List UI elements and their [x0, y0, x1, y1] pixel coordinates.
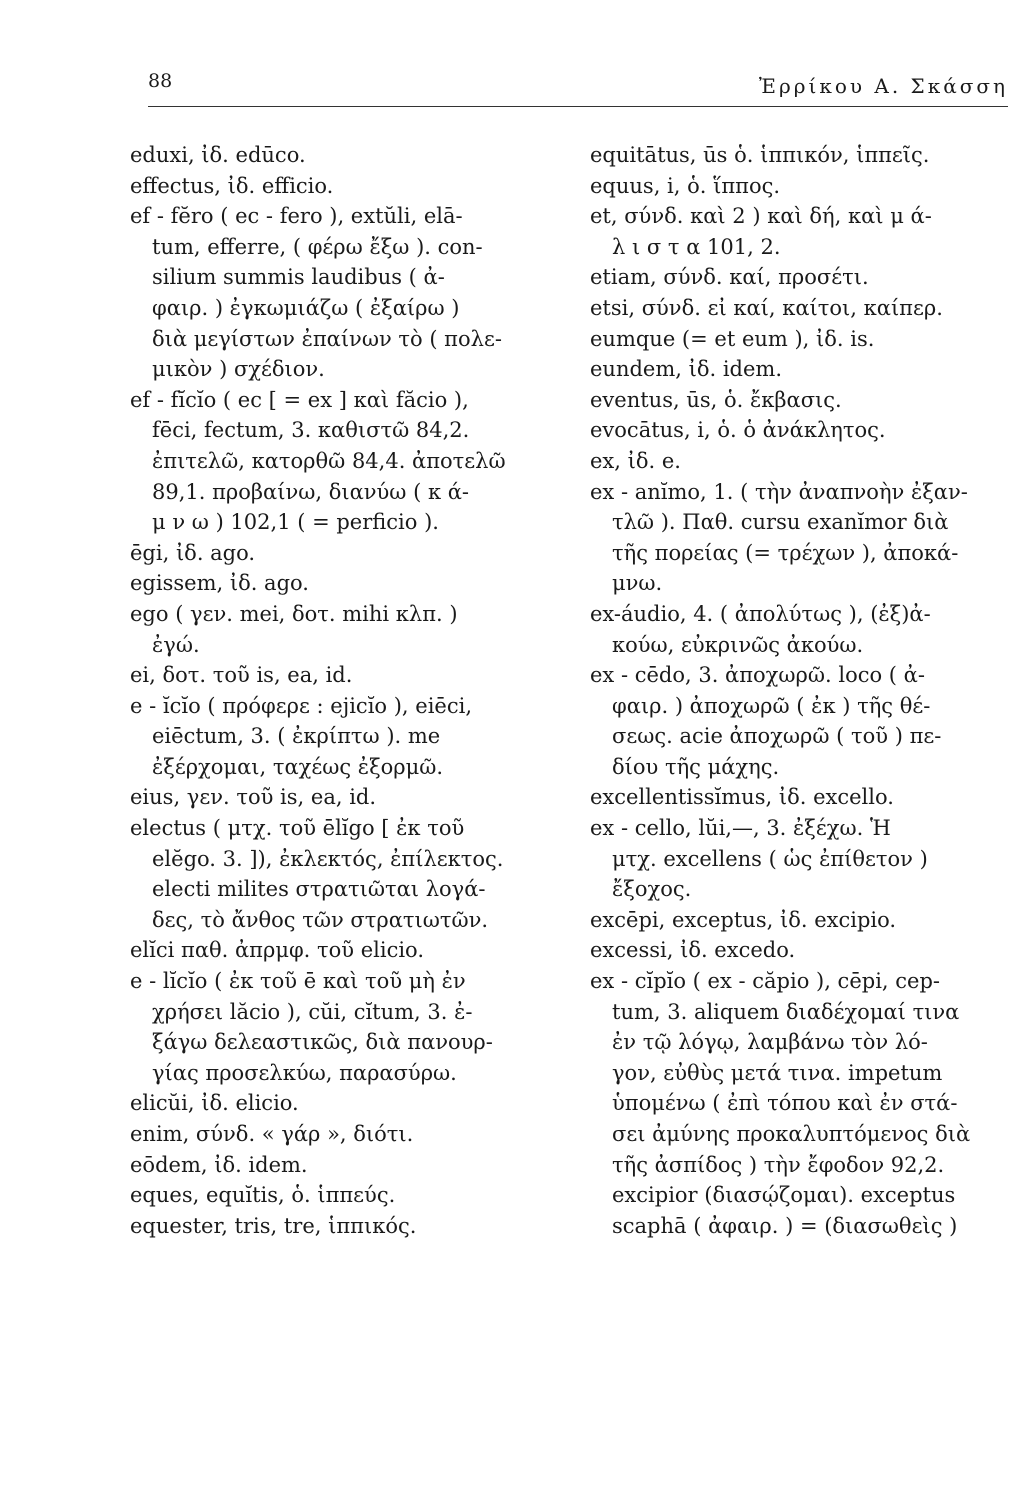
entry-line: electi milites στρατιῶται λογά- — [152, 877, 486, 902]
entry-line: tum, 3. aliquem διαδέχομαί τινα — [612, 999, 960, 1024]
entry-line: ef - fĕro ( ec - fero ), extŭli, elā- — [130, 204, 463, 229]
entry-line: ex - cello, lŭi,—, 3. ἐξέχω. Ἡ — [590, 816, 891, 841]
entry-line: 89,1. προβαίνω, διανύω ( κ ά- — [152, 479, 470, 504]
entry-line: equester, tris, tre, ἱππικός. — [130, 1213, 417, 1238]
entry-line: ego ( γεν. mei, δοτ. mihi κλπ. ) — [130, 601, 458, 626]
entry-line: enim, σύνδ. « γάρ », διότι. — [130, 1122, 414, 1146]
entry-line: eius, γεν. τοῦ is, ea, id. — [130, 785, 377, 810]
entry-line: σεως. acie ἀποχωρῶ ( τοῦ ) πε- — [612, 724, 942, 749]
entry-line: equitātus, ūs ὁ. ἱππικόν, ἱππεῖς. — [590, 143, 930, 167]
entry-line: eduxi, ἰδ. edūco. — [130, 143, 306, 167]
entry-line: ὑπομένω ( ἐπὶ τόπου καὶ ἐν στά- — [612, 1091, 958, 1116]
entry-line: elicŭi, ἰδ. elicio. — [130, 1091, 299, 1116]
entry-line: ex-áudio, 4. ( ἀπολύτως ), (ἐξ)ἀ- — [590, 601, 931, 626]
entry-line: evocātus, i, ὁ. ὁ ἀνάκλητος. — [590, 418, 886, 443]
entry-line: μτχ. excellens ( ὡς ἐπίθετον ) — [612, 846, 928, 871]
entry-line: μνω. — [612, 571, 663, 596]
entry-line: e - ĭcĭo ( πρόφερε : ejicĭo ), eiēci, — [130, 693, 472, 718]
running-head: Ἐρρίκου Α. Σκάσση — [758, 74, 1008, 98]
entry-line: γον, εὐθὺς μετά τινα. impetum — [612, 1060, 943, 1085]
entry-line: μ ν ω ) 102,1 ( = perficio ). — [152, 510, 439, 535]
entry-line: τῆς ἀσπίδος ) τὴν ἔφοδον 92,2. — [612, 1152, 945, 1177]
entry-line: ēgi, ἰδ. ago. — [130, 540, 256, 565]
entry-line: σει ἀμύνης προκαλυπτόμενος διὰ — [612, 1122, 971, 1146]
entry-line: φαιρ. ) ἀποχωρῶ ( ἐκ ) τῆς θέ- — [612, 693, 931, 718]
entry-line: ex - cĭpĭo ( ex - căpio ), cēpi, cep- — [590, 969, 940, 994]
entry-line: excellentissĭmus, ἰδ. excello. — [590, 785, 894, 810]
entry-line: ex - anĭmo, 1. ( τὴν ἀναπνοὴν ἐξαν- — [590, 479, 968, 504]
entry-line: et, σύνδ. καὶ 2 ) καὶ δή, καὶ μ ά- — [590, 204, 932, 229]
entry-line: eundem, ἰδ. idem. — [590, 357, 783, 382]
entry-line: excessi, ἰδ. excedo. — [590, 938, 796, 963]
entry-line: δες, τὸ ἄνθος τῶν στρατιωτῶν. — [152, 907, 489, 932]
entry-line: ef - fĭcĭo ( ec [ = ex ] καὶ făcio ), — [130, 387, 469, 412]
entry-line: equus, i, ὁ. ἵππος. — [590, 173, 781, 198]
entry-line: χρήσει lăcio ), cŭi, cĭtum, 3. ἐ- — [152, 999, 473, 1024]
entry-line: ex - cēdo, 3. ἀποχωρῶ. loco ( ἀ- — [590, 663, 925, 688]
entry-line: ξάγω δελεαστικῶς, διὰ πανουρ- — [152, 1030, 493, 1055]
entry-line: egissem, ἰδ. ago. — [130, 571, 309, 596]
entry-line: e - lĭcĭo ( ἐκ τοῦ ē καὶ τοῦ μὴ ἐν — [130, 969, 466, 994]
entry-line: effectus, ἰδ. efficio. — [130, 173, 334, 198]
entry-line: γίας προσελκύω, παρασύρω. — [152, 1060, 457, 1085]
entry-line: silium summis laudibus ( ἀ- — [152, 265, 445, 290]
entry-line: etsi, σύνδ. εἰ καί, καίτοι, καίπερ. — [590, 295, 943, 320]
entry-line: excipior (διασῴζομαι). exceptus — [612, 1183, 956, 1208]
entry-line: τλῶ ). Παθ. cursu exanĭmor διὰ — [612, 510, 949, 535]
entry-line: eōdem, ἰδ. idem. — [130, 1152, 308, 1177]
entry-line: etiam, σύνδ. καί, προσέτι. — [590, 265, 869, 290]
header-rule — [148, 106, 1008, 107]
entry-line: διὰ μεγίστων ἐπαίνων τὸ ( πολε- — [152, 326, 502, 351]
page-header — [148, 70, 1008, 110]
entry-line: eumque (= et eum ), ἰδ. is. — [590, 326, 875, 351]
entry-line: elĭci παθ. ἀπρμφ. τοῦ elicio. — [130, 938, 425, 963]
entry-line: elĕgo. 3. ]), ἐκλεκτός, ἐπίλεκτος. — [152, 846, 504, 871]
entry-line: electus ( μτχ. τοῦ ēlĭgo [ ἐκ τοῦ — [130, 816, 465, 841]
entry-line: λ ι σ τ α 101, 2. — [612, 234, 781, 259]
entry-line: ἐξέρχομαι, ταχέως ἐξορμῶ. — [152, 754, 444, 779]
entry-line: tum, efferre, ( φέρω ἔξω ). con- — [152, 234, 483, 259]
entry-line: ἐν τῷ λόγῳ, λαμβάνω τὸν λό- — [612, 1030, 928, 1055]
entry-line: eques, equĭtis, ὁ. ἱππεύς. — [130, 1183, 396, 1208]
entry-line: δίου τῆς μάχης. — [612, 754, 780, 779]
entry-line: excēpi, exceptus, ἰδ. excipio. — [590, 907, 897, 932]
entry-line: ἐγώ. — [152, 632, 200, 657]
entry-line: τῆς πορείας (= τρέχων ), ἀποκά- — [612, 540, 959, 565]
entry-line: fēci, fectum, 3. καθιστῶ 84,2. — [152, 418, 470, 443]
entry-line: eiēctum, 3. ( ἐκρίπτω ). me — [152, 724, 441, 749]
left-column — [130, 140, 560, 1241]
right-column — [590, 140, 1010, 1241]
entry-line: κούω, εὐκρινῶς ἀκούω. — [612, 632, 864, 657]
entry-line: ἐπιτελῶ, κατορθῶ 84,4. ἀποτελῶ — [152, 448, 506, 473]
page-number: 88 — [148, 70, 173, 92]
entry-line: φαιρ. ) ἐγκωμιάζω ( ἐξαίρω ) — [152, 295, 460, 320]
entry-line: ἔξοχος. — [612, 877, 692, 902]
entry-line: μικὸν ) σχέδιον. — [152, 357, 325, 382]
entry-line: eventus, ūs, ὁ. ἔκβασις. — [590, 387, 842, 412]
entry-line: ei, δοτ. τοῦ is, ea, id. — [130, 663, 353, 688]
entry-line: scaphā ( ἀφαιρ. ) = (διασωθεὶς ) — [612, 1213, 958, 1238]
entry-line: ex, ἰδ. e. — [590, 448, 681, 473]
